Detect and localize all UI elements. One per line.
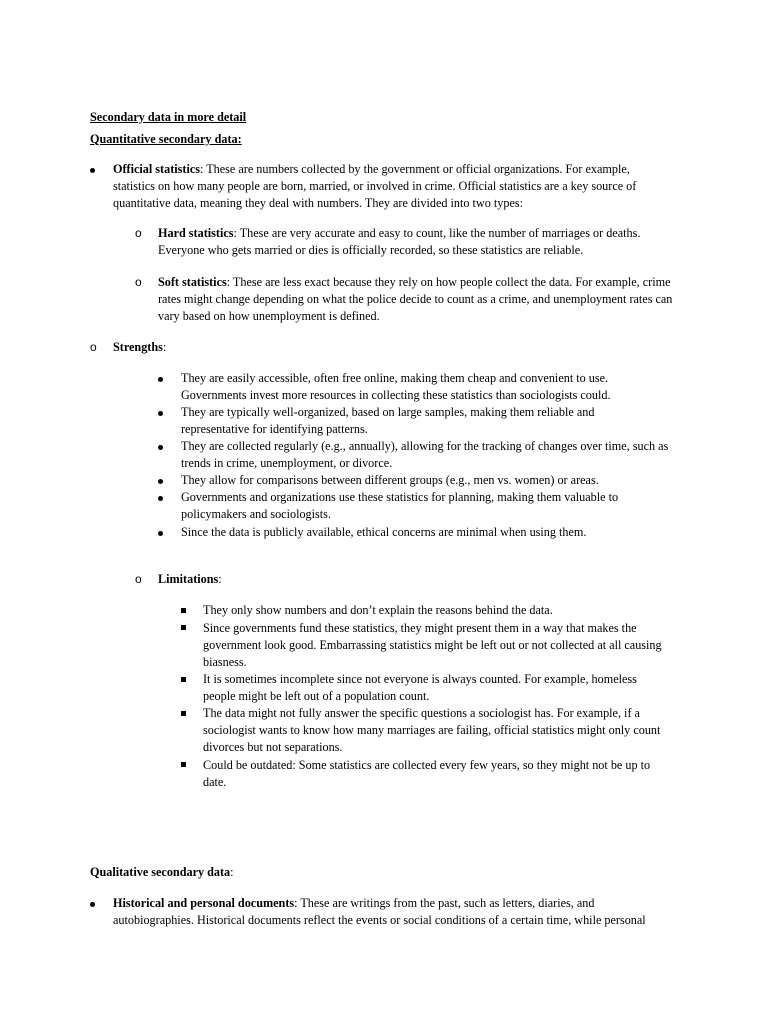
limitation-item: Since governments fund these statistics, they might present them in a way that makes the government look good. Embarrassing statistics might be left out or not collected at all causing biasness.	[203, 621, 662, 669]
soft-statistics-text: : These are less exact because they rely on how people collect the data. For example, crime rates might change depending on what the police decide to count as a crime, and unemployment rates can vary based on how unemployment is defined.	[158, 275, 673, 323]
bullet-dot	[158, 445, 163, 450]
limitation-item: They only show numbers and don’t explain the reasons behind the data.	[203, 603, 553, 617]
limitations-heading	[158, 571, 222, 588]
square-bullet	[181, 711, 186, 716]
subsection-heading-quantitative: Quantitative secondary data:	[90, 132, 242, 146]
qualitative-term: Qualitative secondary data	[90, 865, 231, 879]
circle-bullet: o	[135, 572, 142, 586]
bullet-dot	[90, 168, 95, 173]
square-bullet	[181, 625, 186, 630]
bullet-dot	[158, 411, 163, 416]
official-statistics-paragraph	[113, 161, 661, 212]
bullet-dot	[158, 496, 163, 501]
strength-item: They are easily accessible, often free online, making them cheap and convenient to use. Governments invest more resources in collecting these statistics than sociologists could.	[181, 371, 611, 402]
square-bullet	[181, 762, 186, 767]
limitation-item: The data might not fully answer the specific questions a sociologist has. For example, if a sociologist wants to know how many marriages are failing, official statistics might only count divorces but not separations.	[203, 706, 661, 754]
historical-documents-term: Historical and personal documents	[113, 896, 295, 910]
strength-item: They are typically well-organized, based on large samples, making them reliable and representative for identifying patterns.	[181, 405, 595, 436]
subsection-heading-qualitative	[90, 864, 234, 881]
qualitative-colon: :	[230, 865, 234, 879]
bullet-dot	[158, 479, 163, 484]
square-bullet	[181, 677, 186, 682]
square-bullet	[181, 608, 186, 613]
limitations-term: Limitations	[158, 572, 219, 586]
historical-documents-text: : These are writings from the past, such as letters, diaries, and autobiographies. Historical documents reflect the events or social conditions of a certain time, while personal	[113, 896, 646, 927]
hard-statistics-term: Hard statistics	[158, 226, 234, 240]
circle-bullet: o	[90, 340, 97, 354]
limitations-colon: :	[218, 572, 222, 586]
bullet-dot	[158, 377, 163, 382]
limitation-item: It is sometimes incomplete since not everyone is always counted. For example, homeless people might be left out of a population count.	[203, 672, 637, 703]
official-statistics-term: Official statistics	[113, 162, 200, 176]
bullet-dot	[90, 902, 95, 907]
section-heading: Secondary data in more detail	[90, 110, 247, 124]
historical-documents-paragraph	[113, 895, 668, 929]
strength-item: Governments and organizations use these statistics for planning, making them valuable to policymakers and sociologists.	[181, 490, 619, 521]
hard-statistics-paragraph	[158, 225, 668, 259]
strengths-heading	[113, 339, 166, 356]
soft-statistics-term: Soft statistics	[158, 275, 227, 289]
strength-item: They are collected regularly (e.g., annually), allowing for the tracking of changes over time, such as trends in crime, unemployment, or divorce.	[181, 439, 669, 470]
circle-bullet: o	[135, 275, 142, 289]
strength-item: They allow for comparisons between different groups (e.g., men vs. women) or areas.	[181, 473, 599, 487]
hard-statistics-text: : These are very accurate and easy to count, like the number of marriages or deaths. Everyone who gets married or dies is officially recorded, so these statistics are reliable.	[158, 226, 641, 257]
bullet-dot	[158, 531, 163, 536]
official-statistics-text: : These are numbers collected by the government or official organizations. For example, statistics on how many people are born, married, or involved in crime. Official statistics are a key source of quantitative data, meaning they deal with numbers. They are divided into two types:	[113, 162, 637, 210]
limitation-item: Could be outdated: Some statistics are collected every few years, so they might not be up to date.	[203, 758, 651, 789]
strength-item: Since the data is publicly available, ethical concerns are minimal when using them.	[181, 525, 587, 539]
strengths-term: Strengths	[113, 340, 163, 354]
circle-bullet: o	[135, 226, 142, 240]
soft-statistics-paragraph	[158, 274, 678, 325]
strengths-colon: :	[162, 340, 167, 354]
